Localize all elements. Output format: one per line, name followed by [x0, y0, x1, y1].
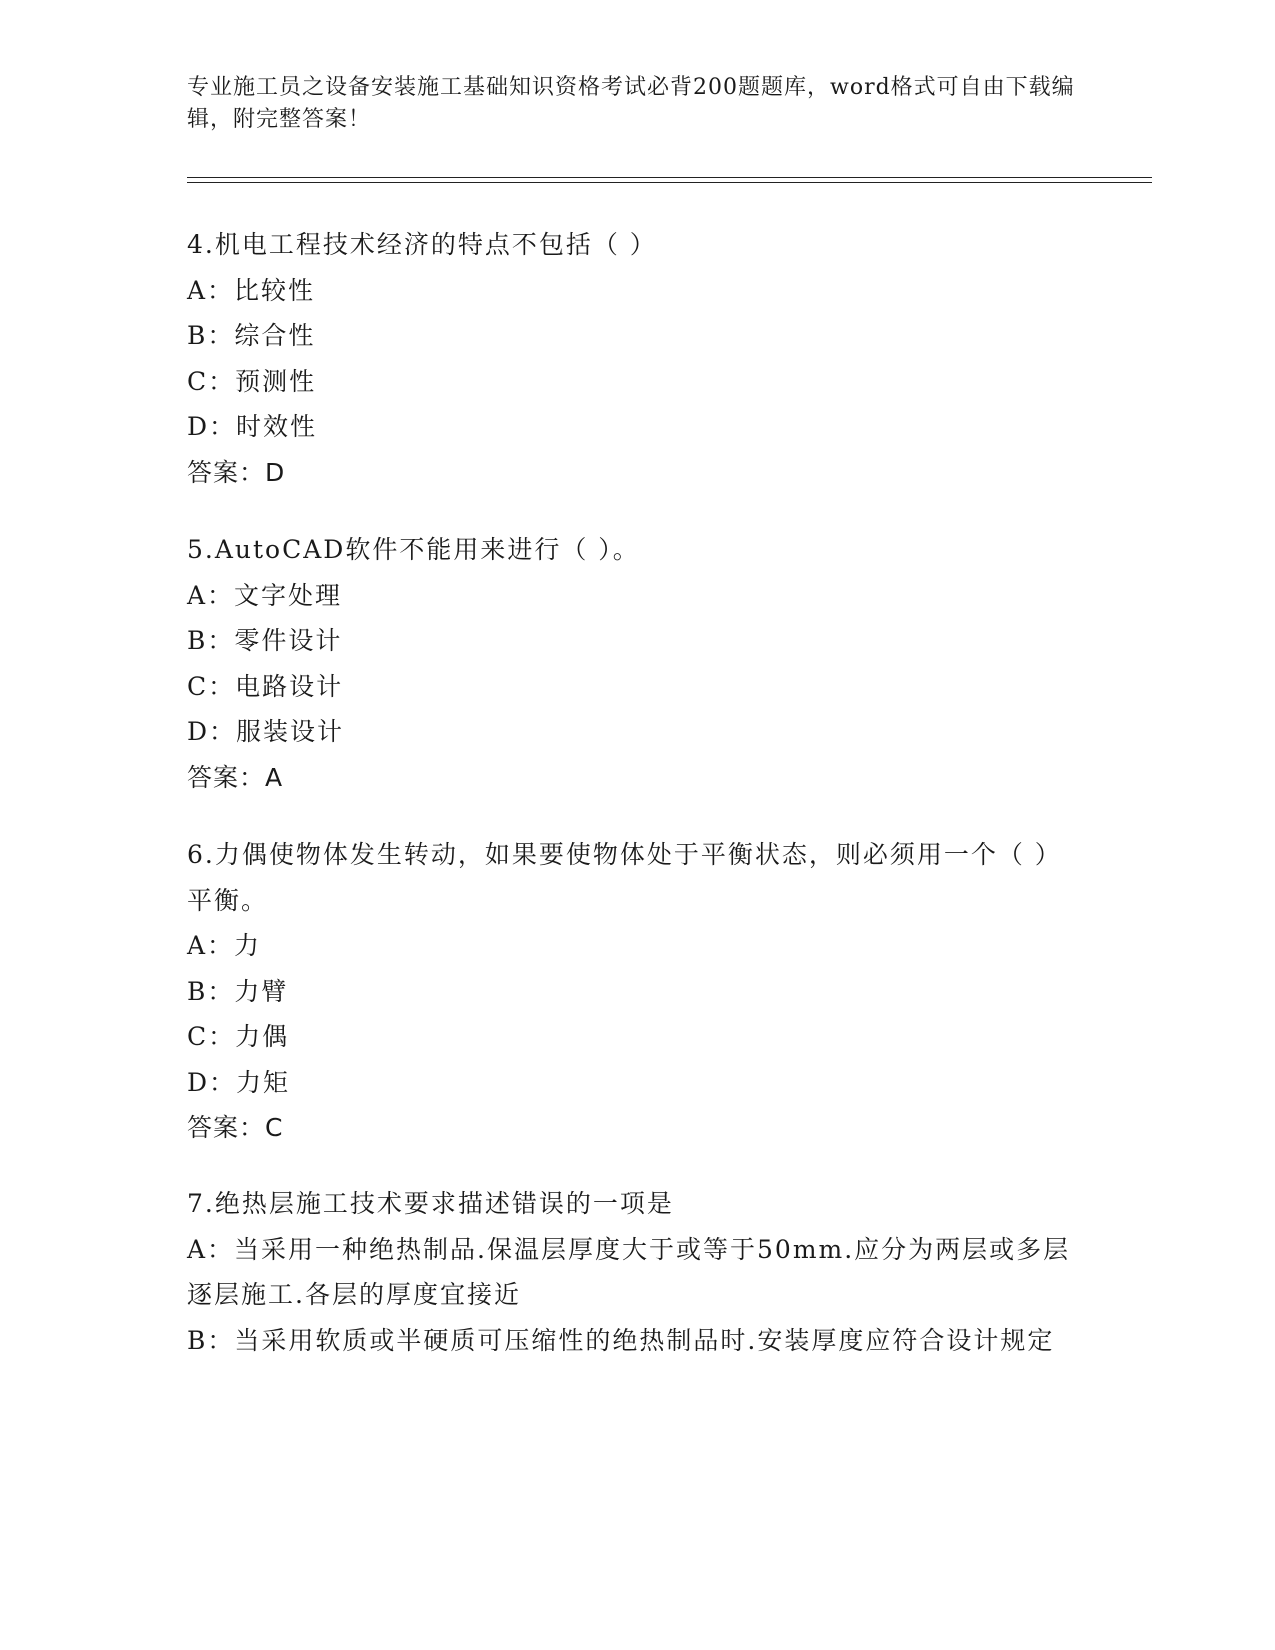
question-stem: 7.绝热层施工技术要求描述错误的一项是	[187, 1189, 674, 1218]
question-stem: 6.力偶使物体发生转动，如果要使物体处于平衡状态，则必须用一个（ ）平衡。	[187, 840, 1062, 915]
answer: 答案：C	[187, 1113, 284, 1142]
option-c: C：力偶	[187, 1022, 290, 1051]
question-stem: 5.AutoCAD软件不能用来进行（ ）。	[187, 535, 640, 564]
option-b: B：综合性	[187, 321, 316, 350]
option-b: B：零件设计	[187, 626, 343, 655]
option-a: A：当采用一种绝热制品.保温层厚度大于或等于50mm.应分为两层或多层逐层施工.各层的厚度宜接近	[187, 1234, 1071, 1309]
question-5	[187, 527, 1087, 800]
answer: 答案：A	[187, 762, 284, 792]
question-7	[187, 1181, 1077, 1363]
option-c: C：预测性	[187, 366, 317, 396]
option-d: D：时效性	[187, 412, 318, 441]
header-divider-top	[187, 177, 1152, 178]
question-4	[187, 222, 1087, 495]
option-c: C：电路设计	[187, 671, 344, 701]
option-a: A：比较性	[187, 275, 316, 305]
header-divider-bottom	[187, 182, 1152, 183]
option-b: B：力臂	[187, 976, 289, 1006]
option-d: D：服装设计	[187, 717, 345, 746]
option-a: A：文字处理	[187, 580, 343, 610]
option-d: D：力矩	[187, 1067, 291, 1097]
question-stem: 4.机电工程技术经济的特点不包括（ ）	[187, 230, 657, 259]
document-header: 专业施工员之设备安装施工基础知识资格考试必背200题题库，word格式可自由下载编辑，附完整答案！	[187, 75, 1075, 132]
option-a: A：力	[187, 931, 262, 960]
answer: 答案：D	[187, 457, 286, 487]
question-6	[187, 832, 1067, 1151]
option-b: B：当采用软质或半硬质可压缩性的绝热制品时.安装厚度应符合设计规定	[187, 1325, 1055, 1355]
